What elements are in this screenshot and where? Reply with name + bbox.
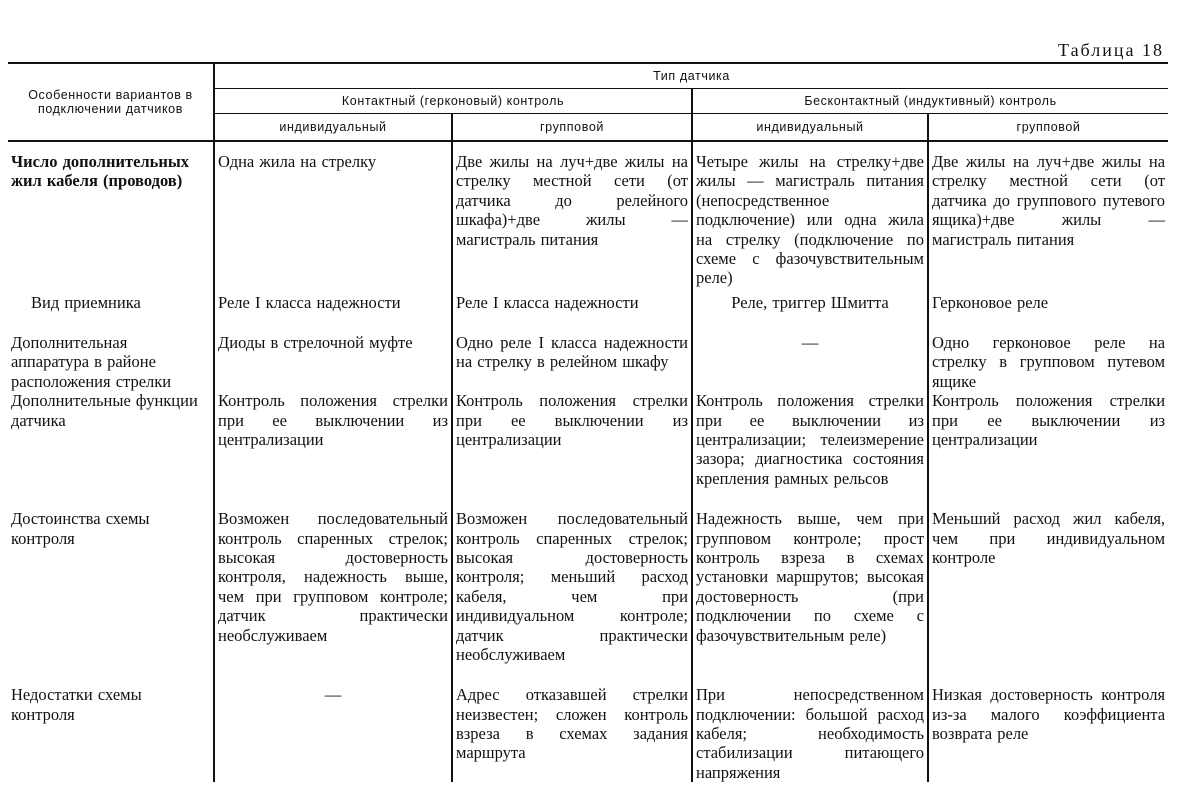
table-row [8,293,1168,333]
cell-noncontact-individual: Контроль положения стрелки при ее выключении из централизации; телеизмерение зазора; диагностика состояния крепления рамных рельсов [692,391,928,509]
row-label: Число дополнительных жил кабеля (проводов) [8,141,214,293]
row-label: Дополнительные функции датчика [8,391,214,509]
cell-noncontact-individual: Надежность выше, чем при групповом контроле; прост контроль взреза в схемах установки маршрутов; высокая достоверность (при подключении по схеме с фазочувствительным реле) [692,509,928,685]
table-row [8,391,1168,509]
header-group-noncontact: групповой [928,114,1168,142]
table-row [8,333,1168,391]
cell-contact-individual: — [214,685,452,782]
cell-noncontact-group: Низкая достоверность контроля из-за малого коэффициента возврата реле [932,685,1166,744]
row-label: Достоинства схемы контроля [8,509,214,685]
cell-contact-individual: Диоды в стрелочной муфте [214,333,452,391]
row-label: Дополнительная аппаратура в районе расположения стрелки [8,333,214,391]
header-individual-contact: индивидуальный [214,114,452,142]
cell-contact-individual: Реле I класса надежности [214,293,452,333]
header-group-contact: групповой [452,114,692,142]
cell-contact-individual: Возможен последовательный контроль спаренных стрелок; высокая достоверность контроля, надежность выше, чем при групповом контроле; датчик практически необслуживаем [214,509,452,685]
cell-noncontact-individual: Реле, триггер Шмитта [692,293,928,333]
cell-noncontact-group: Одно герконовое реле на стрелку в групповом путевом ящике [932,333,1166,391]
header-noncontact-control: Бесконтактный (индуктивный) контроль [692,89,1168,114]
cell-contact-group: Реле I класса надежности [452,293,692,333]
table-row [8,685,1168,782]
cell-noncontact-group: Герконовое реле [932,293,1049,312]
table-row [8,141,1168,293]
cell-contact-group: Контроль положения стрелки при ее выключении из централизации [452,391,692,509]
cell-noncontact-group: Контроль положения стрелки при ее выключении из централизации [932,391,1166,450]
cell-contact-individual: Одна жила на стрелку [214,141,452,293]
header-features: Особенности вариантов в подключении датчиков [8,63,214,141]
row-label: Вид приемника [8,293,214,333]
cell-noncontact-individual: При непосредственном подключении: большой расход кабеля; необходимость стабилизации питающего напряжения [692,685,928,782]
header-contact-control: Контактный (герконовый) контроль [214,89,692,114]
cell-noncontact-individual: — [692,333,928,391]
cell-noncontact-individual: Четыре жилы на стрелку+две жилы — магистраль питания (непосредственное подключение) или одна жила на стрелку (подключение по схеме с фазочувствительным реле) [692,141,928,293]
header-individual-noncontact: индивидуальный [692,114,928,142]
cell-contact-group: Адрес отказавшей стрелки неизвестен; сложен контроль взреза в схемах задания маршрута [452,685,692,782]
cell-noncontact-group: Две жилы на луч+две жилы на стрелку местной сети (от датчика до группового путевого ящика)+две жилы — магистраль питания [932,152,1166,249]
cell-contact-group: Две жилы на луч+две жилы на стрелку местной сети (от датчика до релейного шкафа)+две жилы — магистраль питания [452,141,692,293]
cell-contact-group: Одно реле I класса надежности на стрелку в релейном шкафу [452,333,692,391]
row-label: Недостатки схемы контроля [8,685,214,782]
cell-contact-individual: Контроль положения стрелки при ее выключении из централизации [214,391,452,509]
sensor-comparison-table [8,62,1168,782]
header-sensor-type: Тип датчика [214,63,1168,89]
table-title: Таблица 18 [1058,40,1164,60]
cell-contact-group: Возможен последовательный контроль спаренных стрелок; высокая достоверность контроля; меньший расход кабеля, чем при индивидуальном контроле; датчик практически необслуживаем [452,509,692,685]
cell-noncontact-group: Меньший расход жил кабеля, чем при индивидуальном контроле [932,509,1166,568]
table-row [8,509,1168,685]
